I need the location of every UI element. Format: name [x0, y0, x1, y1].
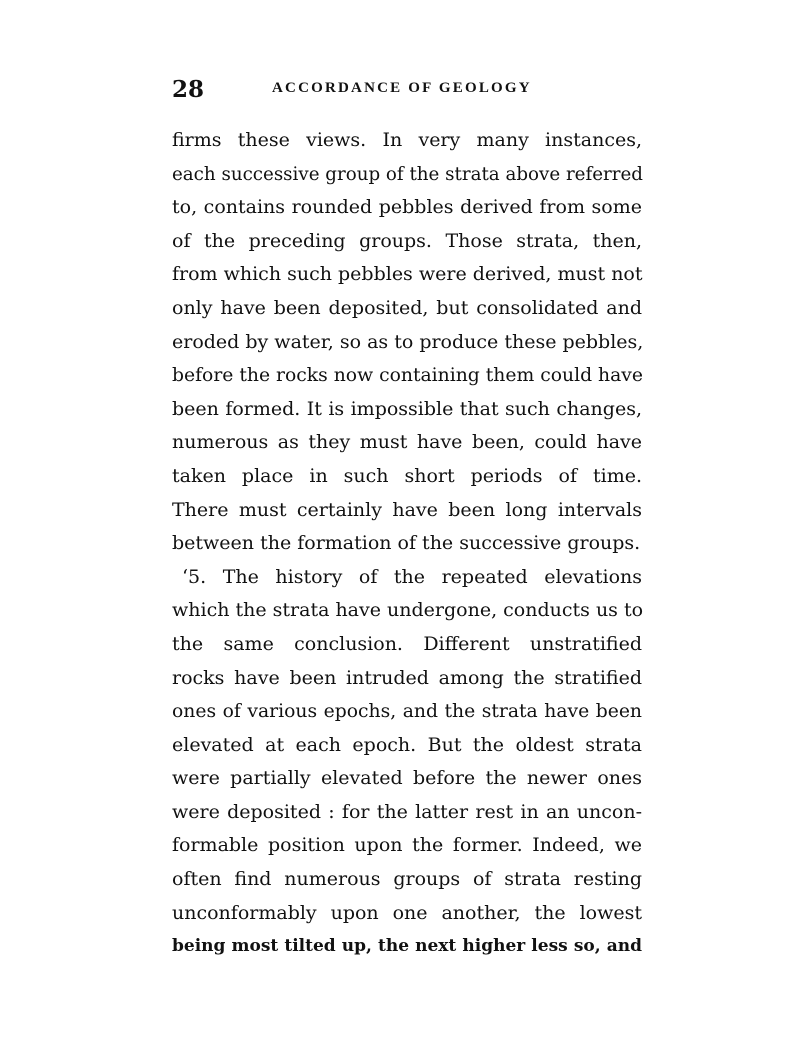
text-line: unconformably upon one another, the lowest: [172, 901, 642, 924]
text-line: taken place in such short periods of time.: [172, 464, 642, 487]
text-line: ones of various epochs, and the strata have been: [172, 701, 642, 723]
text-line: were deposited : for the latter rest in an uncon-: [172, 800, 642, 823]
text-line: only have been deposited, but consolidated and: [172, 296, 642, 319]
text-line: between the formation of the successive groups.: [172, 532, 641, 555]
text-line: There must certainly have been long intervals: [172, 498, 642, 521]
text-line: eroded by water, so as to produce these pebbles,: [172, 330, 644, 353]
text-line: ‘5. The history of the repeated elevations: [182, 565, 642, 588]
text-line: to, contains rounded pebbles derived from some: [172, 196, 642, 219]
text-line: which the strata have undergone, conducts us to: [172, 599, 644, 622]
text-line: been formed. It is impossible that such changes,: [172, 397, 642, 420]
text-line: before the rocks now containing them could have: [172, 365, 643, 387]
text-line: numerous as they must have been, could have: [172, 431, 642, 454]
text-line: firms these views. In very many instances,: [172, 129, 642, 151]
text-line: each successive group of the strata above referred: [172, 163, 643, 185]
page-number: 28: [172, 76, 205, 103]
page-header: [172, 76, 642, 102]
text-line: rocks have been intruded among the stratified: [172, 666, 642, 689]
text-line: from which such pebbles were derived, must not: [172, 263, 643, 286]
text-line: the same conclusion. Different unstratified: [172, 632, 642, 655]
text-line: often find numerous groups of strata resting: [172, 868, 642, 891]
text-line: formable position upon the former. Indeed, we: [172, 834, 642, 857]
running-head: ACCORDANCE OF GEOLOGY: [272, 80, 532, 96]
text-line: were partially elevated before the newer ones: [172, 767, 642, 790]
text-line: elevated at each epoch. But the oldest strata: [172, 733, 642, 756]
text-line: of the preceding groups. Those strata, then,: [172, 229, 642, 252]
text-line: being most tilted up, the next higher less so, and: [172, 936, 642, 957]
body-text: [172, 124, 642, 964]
